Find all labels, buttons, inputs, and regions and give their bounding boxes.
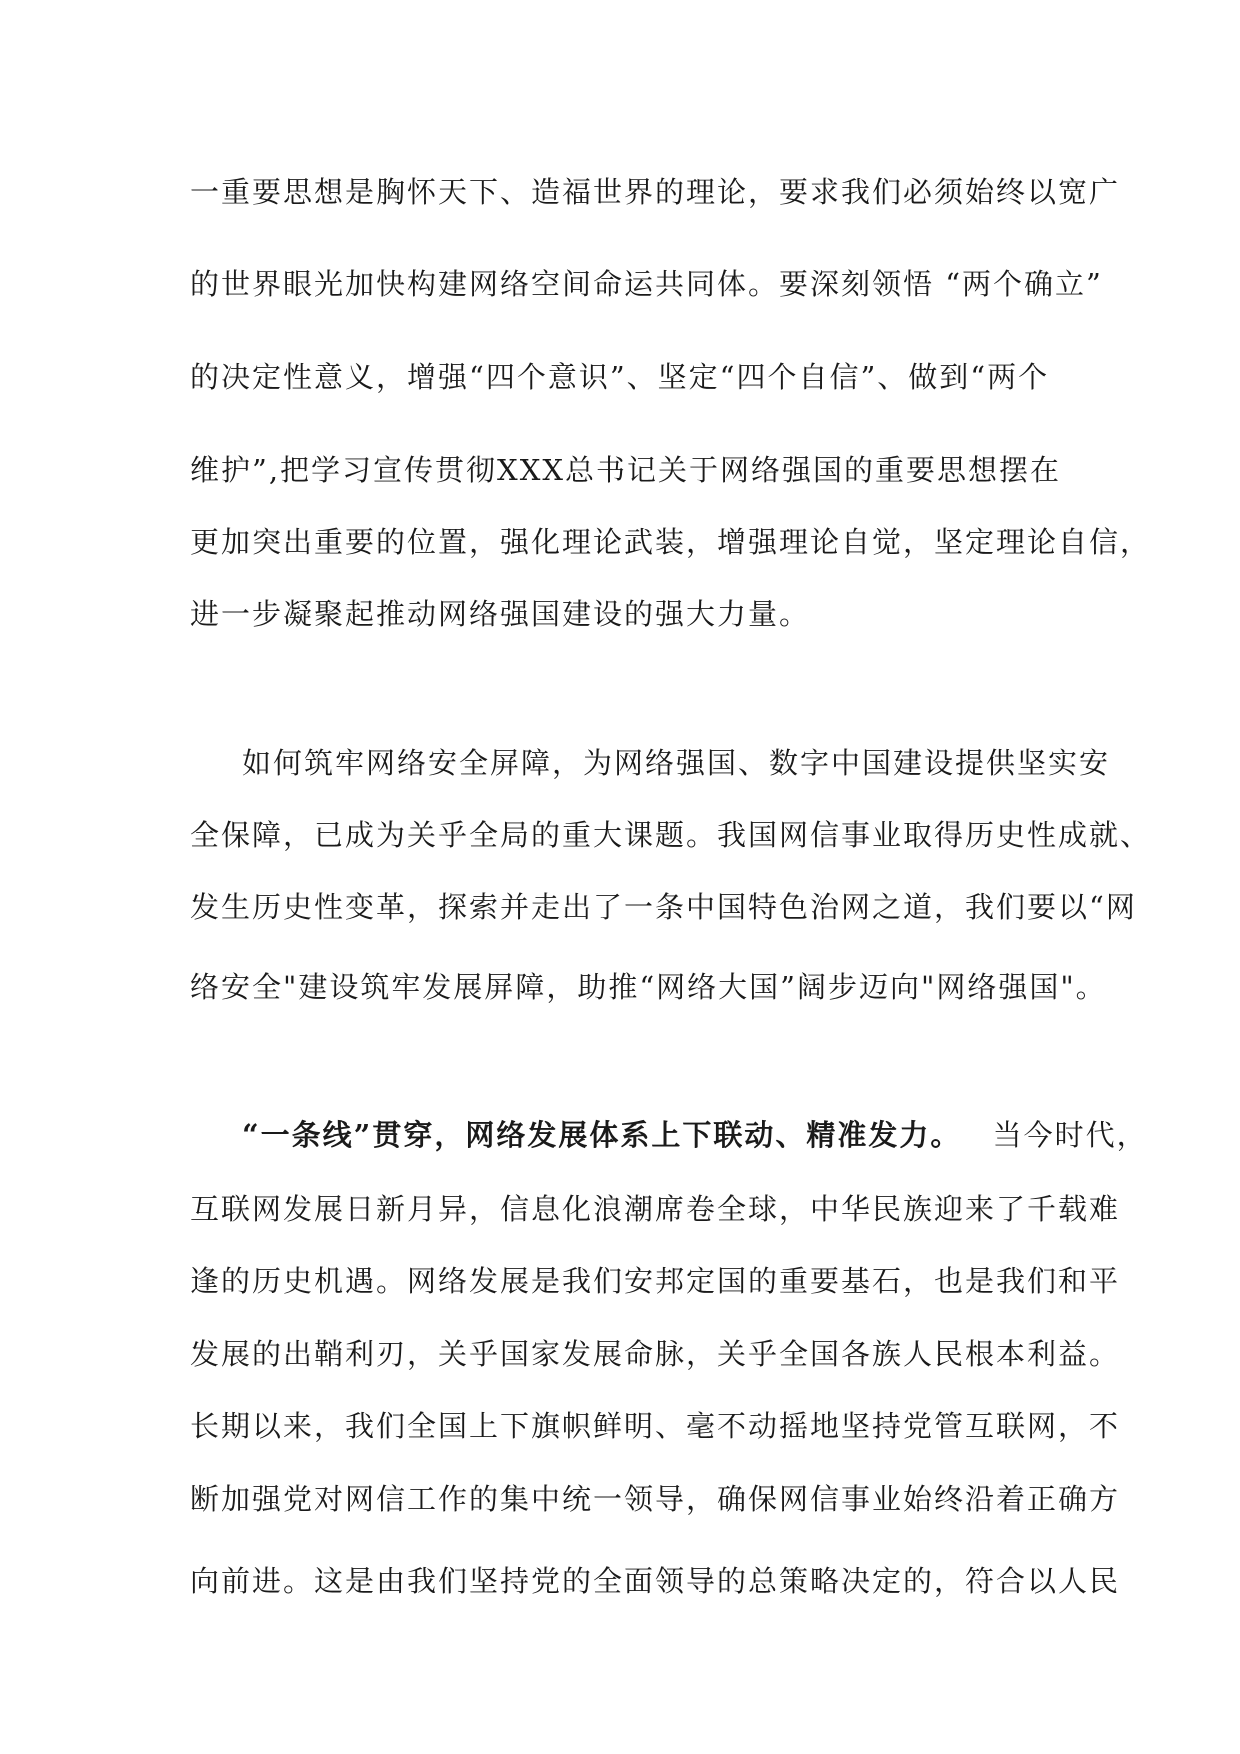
paragraph-2-line-4: 络安全"建设筑牢发展屏障，助推“网络大国”阔步迈向"网络强国"。 xyxy=(190,970,1107,1004)
paragraph-2-line-1: 如何筑牢网络安全屏障，为网络强国、数字中国建设提供坚实安 xyxy=(242,746,1111,780)
paragraph-3-line-1 xyxy=(242,1115,1148,1155)
paragraph-3-line-3: 逢的历史机遇。网络发展是我们安邦定国的重要基石，也是我们和平 xyxy=(190,1264,1121,1298)
paragraph-2-line-2: 全保障，已成为关乎全局的重大课题。我国网信事业取得历史性成就、 xyxy=(190,818,1152,852)
paragraph-3-line-4: 发展的出鞘利刃，关乎国家发展命脉，关乎全国各族人民根本利益。 xyxy=(190,1337,1121,1371)
paragraph-3-lead-text: 当今时代， xyxy=(992,1118,1148,1152)
section-heading: “一条线”贯穿，网络发展体系上下联动、精准发力。 xyxy=(242,1118,962,1152)
paragraph-1-line-1: 一重要思想是胸怀天下、造福世界的理论，要求我们必须始终以宽广 xyxy=(190,175,1121,209)
paragraph-3-line-5: 长期以来，我们全国上下旗帜鲜明、毫不动摇地坚持党管互联网，不 xyxy=(190,1409,1121,1443)
paragraph-3-line-6: 断加强党对网信工作的集中统一领导，确保网信事业始终沿着正确方 xyxy=(190,1482,1121,1516)
paragraph-1-line-4: 维护”,把学习宣传贯彻XXX总书记关于网络强国的重要思想摆在 xyxy=(190,453,1061,487)
paragraph-3-line-7: 向前进。这是由我们坚持党的全面领导的总策略决定的，符合以人民 xyxy=(190,1564,1121,1598)
paragraph-1-line-3: 的决定性意义，增强“四个意识”、坚定“四个自信”、做到“两个 xyxy=(190,360,1050,394)
paragraph-1-line-5: 更加突出重要的位置，强化理论武装，增强理论自觉，坚定理论自信， xyxy=(190,525,1152,559)
paragraph-1-line-6: 进一步凝聚起推动网络强国建设的强大力量。 xyxy=(190,597,811,631)
paragraph-2-line-3: 发生历史性变革，探索并走出了一条中国特色治网之道，我们要以“网 xyxy=(190,890,1137,924)
paragraph-3-line-2: 互联网发展日新月异，信息化浪潮席卷全球，中华民族迎来了千载难 xyxy=(190,1192,1121,1226)
paragraph-1-line-2: 的世界眼光加快构建网络空间命运共同体。要深刻领悟 “两个确立” xyxy=(190,267,1103,301)
